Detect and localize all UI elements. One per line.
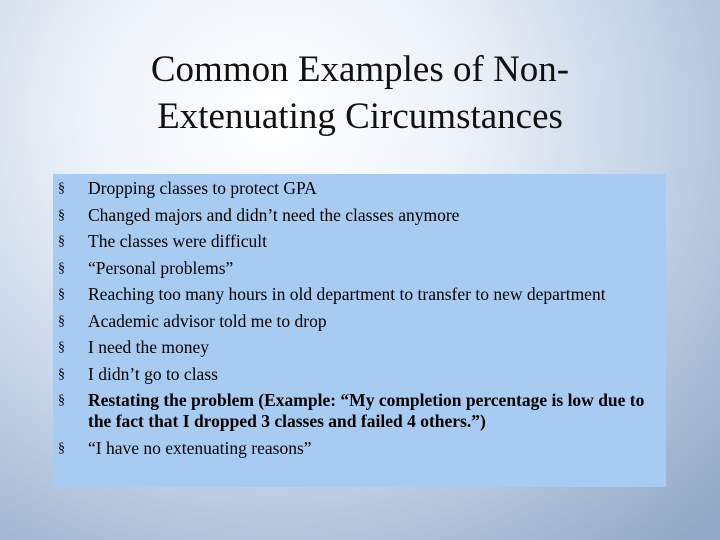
bullet-text: Reaching too many hours in old department to transfer to new department xyxy=(88,284,606,304)
bullet-item xyxy=(53,364,666,385)
bullet-list xyxy=(53,178,666,464)
bullet-text: Academic advisor told me to drop xyxy=(88,310,327,331)
bullet-item xyxy=(53,205,666,226)
bullet-text: I need the money xyxy=(88,337,209,357)
bullet-text: Restating the problem (Example: “My completion percentage is low due to the fact that I dropped 3 classes and failed 4 others.”) xyxy=(88,390,645,431)
bullet-icon: § xyxy=(58,234,65,249)
bullet-text: I didn’t go to class xyxy=(88,363,218,384)
bullet-text: “Personal problems” xyxy=(88,257,234,278)
bullet-item xyxy=(53,178,666,199)
bullet-icon: § xyxy=(58,287,65,302)
bullet-icon: § xyxy=(58,366,65,382)
bullet-item xyxy=(53,231,666,252)
bullet-icon: § xyxy=(58,313,65,329)
bullet-item xyxy=(53,284,666,305)
content-box xyxy=(53,174,666,487)
bullet-item xyxy=(53,337,666,358)
slide-title xyxy=(60,46,660,140)
slide-title-line-2: Extenuating Circumstances xyxy=(157,96,563,137)
bullet-icon: § xyxy=(58,207,65,223)
bullet-icon: § xyxy=(58,393,65,408)
bullet-text: Dropping classes to protect GPA xyxy=(88,178,317,198)
bullet-icon: § xyxy=(58,440,65,456)
bullet-item xyxy=(53,390,666,432)
bullet-icon: § xyxy=(58,181,65,196)
bullet-text: Changed majors and didn’t need the classes anymore xyxy=(88,204,460,225)
slide-title-line-1: Common Examples of Non- xyxy=(150,49,570,90)
bullet-item xyxy=(53,258,666,279)
bullet-text: “I have no extenuating reasons” xyxy=(88,437,312,458)
bullet-item xyxy=(53,311,666,332)
bullet-icon: § xyxy=(58,260,65,276)
bullet-icon: § xyxy=(58,340,65,355)
bullet-text: The classes were difficult xyxy=(88,231,267,251)
bullet-item xyxy=(53,438,666,459)
